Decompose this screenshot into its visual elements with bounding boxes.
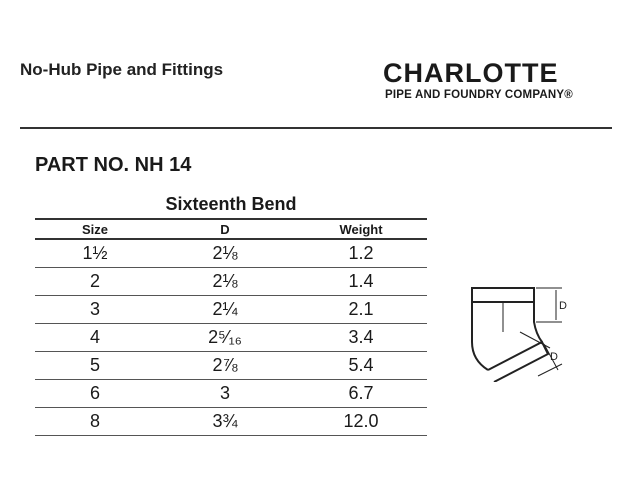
cell-d: 2⅛ <box>155 268 295 296</box>
column-header-size: Size <box>35 219 155 239</box>
fitting-diagram <box>458 282 568 382</box>
cell-weight: 3.4 <box>295 324 427 352</box>
brand-name: CHARLOTTE <box>383 58 559 88</box>
table-row <box>35 352 427 380</box>
cell-size: 4 <box>35 324 155 352</box>
cell-size: 2 <box>35 268 155 296</box>
cell-d: 3¾ <box>155 408 295 436</box>
table-row <box>35 324 427 352</box>
table-row <box>35 380 427 408</box>
table-row <box>35 268 427 296</box>
cell-weight: 2.1 <box>295 296 427 324</box>
header-divider <box>20 127 612 129</box>
part-number: PART NO. NH 14 <box>35 154 192 176</box>
cell-weight: 6.7 <box>295 380 427 408</box>
cell-weight: 1.4 <box>295 268 427 296</box>
cell-d: 2⅞ <box>155 352 295 380</box>
dimension-label-top: D <box>559 300 567 312</box>
cell-d: 2⁵⁄₁₆ <box>155 324 295 352</box>
cell-d: 2¼ <box>155 296 295 324</box>
table-title: Sixteenth Bend <box>165 194 297 214</box>
cell-weight: 5.4 <box>295 352 427 380</box>
cell-size: 1½ <box>35 239 155 268</box>
cell-size: 8 <box>35 408 155 436</box>
cell-d: 3 <box>155 380 295 408</box>
brand-subtitle: PIPE AND FOUNDRY COMPANY® <box>385 89 573 101</box>
spec-table <box>35 218 427 436</box>
fitting-outline <box>472 288 548 382</box>
column-header-weight: Weight <box>295 219 427 239</box>
brand-logo <box>383 58 613 101</box>
table-row <box>35 296 427 324</box>
cell-size: 3 <box>35 296 155 324</box>
document-title: No-Hub Pipe and Fittings <box>20 60 224 79</box>
table-row <box>35 408 427 436</box>
dimension-label-bottom: D <box>550 351 558 363</box>
table-row <box>35 239 427 268</box>
cell-size: 5 <box>35 352 155 380</box>
cell-d: 2⅛ <box>155 239 295 268</box>
cell-weight: 1.2 <box>295 239 427 268</box>
cell-size: 6 <box>35 380 155 408</box>
table-header-row <box>35 219 427 239</box>
cell-weight: 12.0 <box>295 408 427 436</box>
column-header-d: D <box>155 219 295 239</box>
